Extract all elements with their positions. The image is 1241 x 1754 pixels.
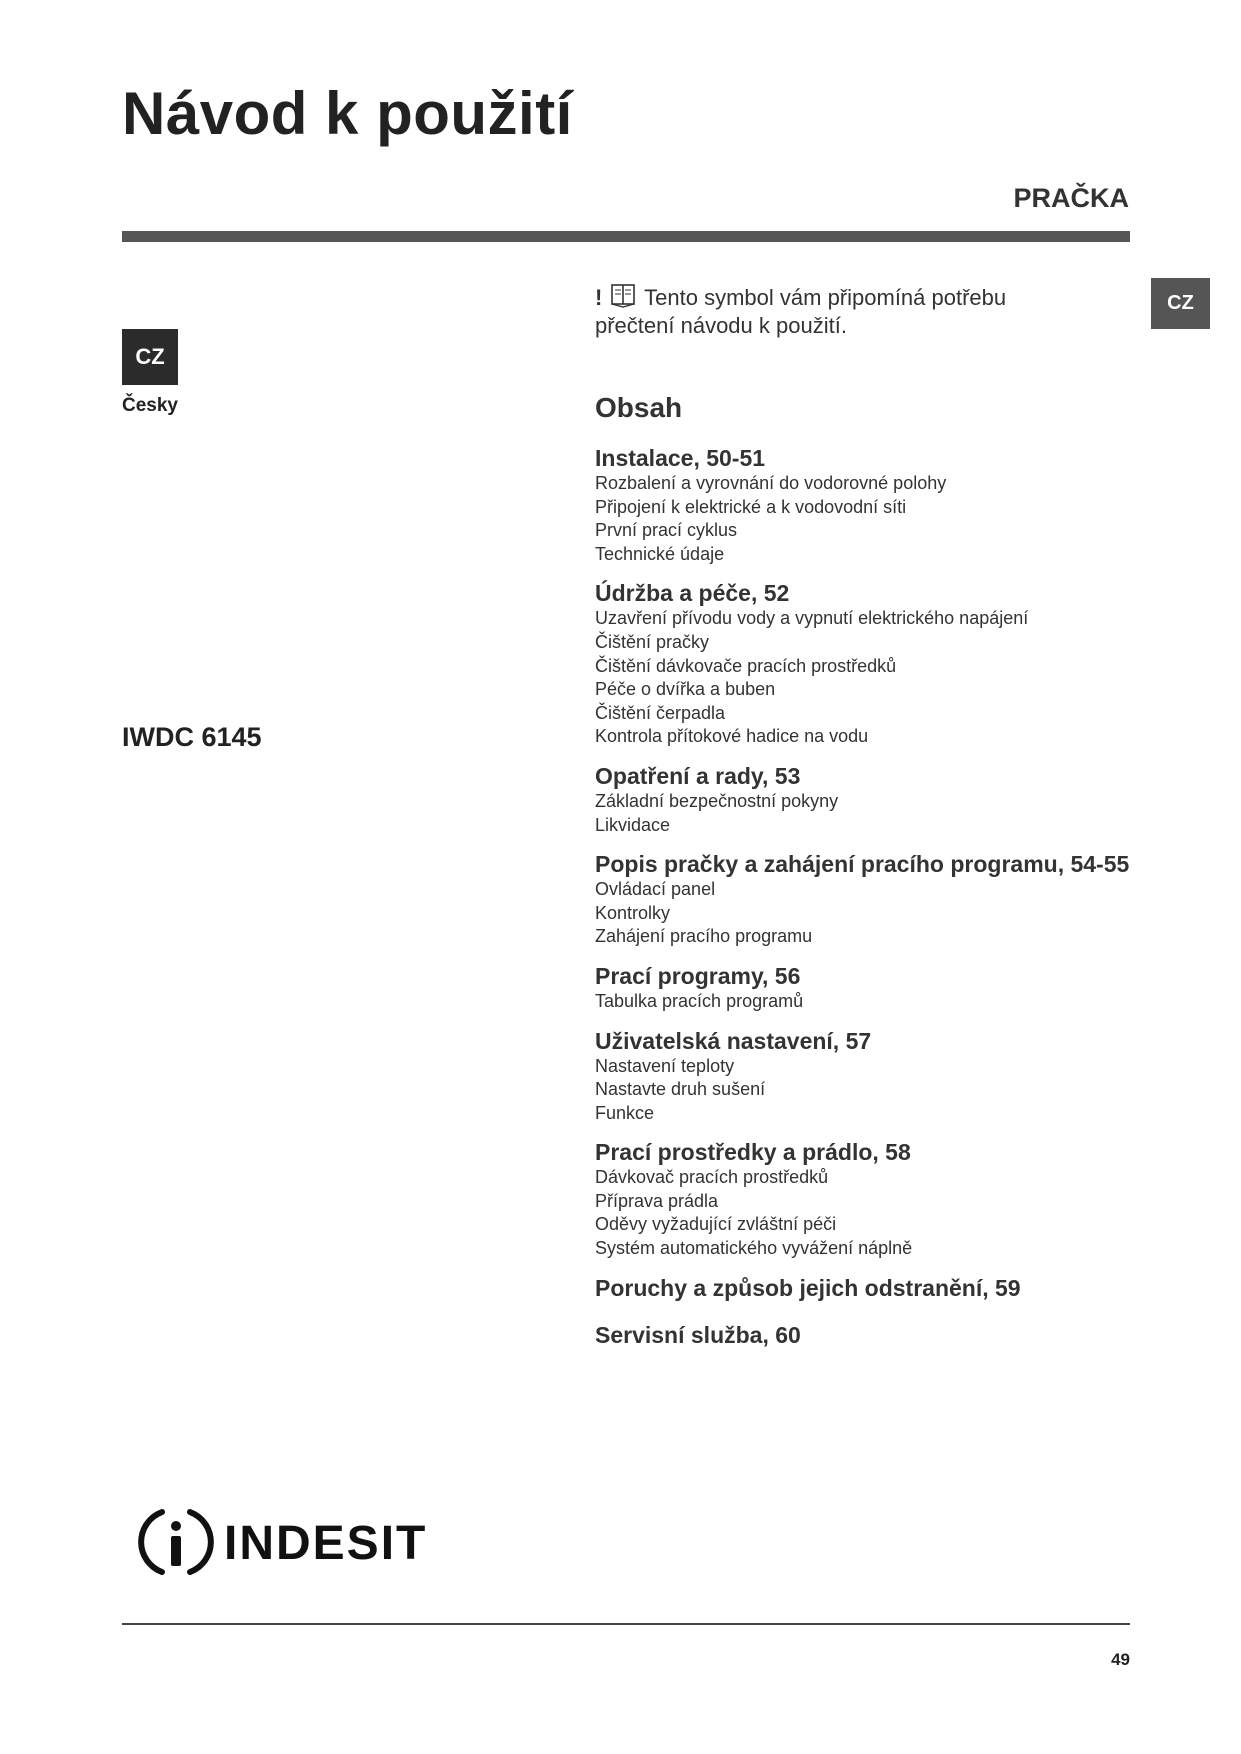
toc-item: První prací cyklus (595, 520, 738, 541)
toc-item: Systém automatického vyvážení náplně (595, 1238, 913, 1259)
toc-section-heading: Uživatelská nastavení, 57 (595, 1027, 872, 1054)
toc-item: Tabulka pracích programů (595, 990, 804, 1011)
page-title: Návod k použití (122, 80, 573, 147)
toc-item: Uzavření přívodu vody a vypnutí elektrického napájení (595, 608, 1029, 629)
toc-item: Kontrolky (595, 902, 671, 923)
footer-divider (122, 1623, 1130, 1625)
book-icon (610, 282, 636, 313)
toc-section-heading: Popis pračky a zahájení pracího programu, 54-55 (595, 851, 1130, 878)
brand-logo (138, 1506, 427, 1582)
toc-section-heading: Instalace, 50-51 (595, 445, 766, 471)
toc-item: Zahájení pracího programu (595, 926, 813, 947)
toc-item: Nastavení teploty (595, 1055, 735, 1076)
toc-section (595, 444, 1155, 566)
toc-section (595, 1027, 1155, 1126)
toc-section (595, 762, 1155, 837)
toc-item: Technické údaje (595, 543, 725, 564)
toc-item: Oděvy vyžadující zvláštní péči (595, 1214, 837, 1235)
notice-exclamation: ! (595, 285, 603, 310)
brand-name: INDESIT (224, 1517, 428, 1570)
toc-item: Čištění pračky (595, 631, 710, 652)
language-name: Česky (122, 395, 178, 416)
toc-section (595, 1321, 1155, 1349)
toc-item: Kontrola přítokové hadice na vodu (595, 726, 869, 747)
toc-item: Základní bezpečnostní pokyny (595, 790, 839, 811)
toc-section (595, 962, 1155, 1014)
toc-item: Péče o dvířka a buben (595, 679, 776, 700)
toc-item: Funkce (595, 1102, 655, 1123)
product-type: PRAČKA (1013, 183, 1129, 213)
toc-item: Nastavte druh sušení (595, 1079, 766, 1100)
model-number: IWDC 6145 (122, 722, 262, 752)
manual-notice (595, 282, 1065, 338)
page-number: 49 (1111, 1650, 1130, 1669)
toc-title: Obsah (595, 392, 683, 423)
toc-item: Dávkovač pracích prostředků (595, 1167, 829, 1188)
notice-text: Tento symbol vám připomíná potřebu přečtení návodu k použití. (595, 285, 1007, 338)
toc-section-heading: Prací programy, 56 (595, 962, 801, 989)
language-badge: CZ (122, 329, 178, 385)
toc-item: Připojení k elektrické a k vodovodní síti (595, 496, 907, 517)
language-side-tab: CZ (1151, 278, 1210, 329)
toc-section-heading: Údržba a péče, 52 (595, 580, 790, 607)
toc-section (595, 1274, 1155, 1302)
toc-section-heading: Opatření a rady, 53 (595, 762, 801, 789)
toc-section-heading: Prací prostředky a prádlo, 58 (595, 1139, 911, 1166)
toc-section (595, 579, 1155, 749)
header-divider (122, 231, 1130, 242)
indesit-logo-icon (138, 1504, 214, 1585)
toc-item: Likvidace (595, 814, 671, 835)
toc-section-heading: Servisní služba, 60 (595, 1321, 801, 1348)
toc-item: Příprava prádla (595, 1190, 719, 1211)
toc-item: Ovládací panel (595, 879, 716, 900)
toc-item: Rozbalení a vyrovnání do vodorovné polohy (595, 473, 947, 493)
table-of-contents (595, 444, 1155, 1368)
toc-section (595, 850, 1155, 949)
toc-item: Čištění dávkovače pracích prostředků (595, 655, 897, 676)
toc-section (595, 1138, 1155, 1260)
toc-section-heading: Poruchy a způsob jejich odstranění, 59 (595, 1274, 1021, 1301)
toc-item: Čištění čerpadla (595, 702, 726, 723)
